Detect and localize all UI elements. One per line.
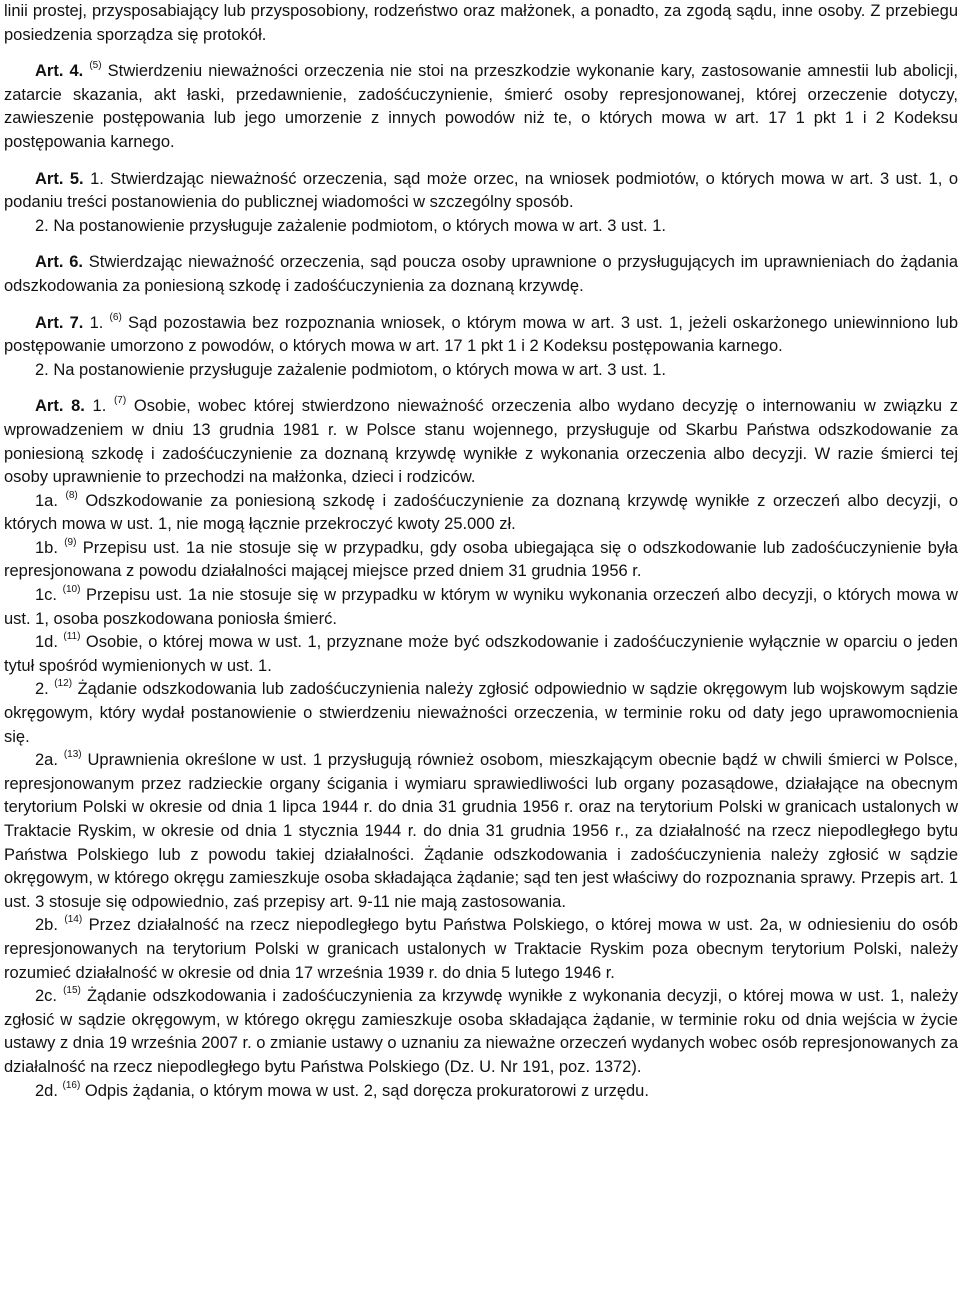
art-8-ust-2c [4,985,958,1079]
paragraph-number: 2d. [35,1081,58,1100]
footnote-ref: (8) [65,489,78,501]
art-7-ust-2 [4,359,958,383]
footnote-ref: (12) [54,678,73,690]
art-8-ust-1b [4,537,958,584]
paragraph-text: Osobie, wobec której stwierdzono nieważność orzeczenia albo wydano decyzję o internowaniu w związku z wprowadzeniem w dniu 13 grudnia 1981 r. w Polsce stanu wojennego, przysługuje od Skarbu Państwa odszkodowanie za poniesioną szkodę i zadośćuczynienie za doznaną krzywdę wynikłe z wykonania orzeczenia albo decyzji. W razie śmierci tej osoby uprawnienie to przechodzi na małżonka, dzieci i rodziców. [4,397,959,487]
footnote-ref: (5) [89,60,102,72]
paragraph-number: 1c. [35,586,58,605]
paragraph-text: Sąd pozostawia bez rozpoznania wniosek, o którym mowa w art. 3 ust. 1, jeżeli oskarżonego uniewinniono lub postępowanie umorzono z powodów, o których mowa w art. 17 1 pkt 1 i 2 Kodeksu postępowania karnego. [4,313,959,356]
paragraph-text: Żądanie odszkodowania lub zadośćuczynienia należy zgłosić odpowiednio w sądzie okręgowym lub wojskowym sądzie okręgowym, który wydał postanowienie o stwierdzeniu nieważności orzeczenia, w terminie roku od daty jego uprawomocnienia się. [4,680,958,746]
art-8-ust-2d [4,1080,958,1104]
paragraph-text: Stwierdzeniu nieważności orzeczenia nie stoi na przeszkodzie wykonanie kary, zastosowanie amnestii lub abolicji, zatarcie skazania, akt łaski, przedawnienie, zadośćuczynienie, śmierć osoby represjonowanej, której orzeczenie dotyczy, zawieszenie postępowania lub jego umorzenie z innych powodów niż te, o których mowa w art. 17 1 pkt 1 i 2 Kodeksu postępowania karnego. [4,62,958,151]
paragraph-number: 2a. [35,751,58,770]
paragraph-text: linii prostej, przysposabiający lub przysposobiony, rodzeństwo oraz małżonek, a ponadto, za zgodą sądu, inne osoby. Z przebiegu posiedzenia sporządza się protokół. [4,2,958,44]
article-label: Art. 6. [35,253,83,272]
art-5-ust-1 [4,168,958,215]
footnote-ref: (10) [62,584,81,596]
paragraph-text: Uprawnienia określone w ust. 1 przysługują również osobom, mieszkającym obecnie bądź w chwili śmierci w Polsce, represjonowanym przez radzieckie organy ścigania i wymiaru sprawiedliwości lub organy pozasądowe, działające na obecnym terytorium Polski w okresie od dnia 1 lipca 1944 r. do dnia 31 grudnia 1956 r. oraz na terytorium Polski w granicach ustalonych w Traktacie Ryskim, w okresie od dnia 1 stycznia 1944 r. do dnia 31 grudnia 1956 r., za działalność na rzecz niepodległego bytu Państwa Polskiego lub z powodu takiej działalności. Żądanie odszkodowania i zadośćuczynienia należy zgłosić w sądzie okręgowym, w którego okręgu zamieszkuje osoba składająca żądanie; sąd ten jest właściwy do rozpoznania sprawy. Przepis art. 1 ust. 3 stosuje się odpowiednio, zaś przepisy art. 9-11 nie mają zastosowania. [4,751,958,911]
art-4 [4,60,958,154]
art-8-ust-2 [4,678,958,749]
footnote-ref: (13) [63,749,82,761]
paragraph-number: 1b. [35,538,58,557]
paragraph-text: 2. Na postanowienie przysługuje zażalenie podmiotom, o których mowa w art. 3 ust. 1. [35,216,666,235]
footnote-ref: (16) [62,1079,81,1091]
paragraph-text: Odpis żądania, o którym mowa w ust. 2, sąd doręcza prokuratorowi z urzędu. [84,1081,649,1100]
art-6 [4,251,958,298]
footnote-ref: (14) [64,914,83,926]
paragraph-number: 2. [35,680,49,699]
art-5-ust-2 [4,215,958,239]
paragraph-text: Odszkodowanie za poniesioną szkodę i zadośćuczynienie za doznaną krzywdę wynikłe z orzeczeń albo decyzji, o których mowa w ust. 1, nie mogą łącznie przekroczyć kwoty 25.000 zł. [4,491,958,534]
paragraph-text: Przepisu ust. 1a nie stosuje się w przypadku, gdy osoba ubiegająca się o odszkodowanie lub zadośćuczynienie była represjonowana z powodu działalności mającej miejsce przed dniem 31 grudnia 1956 r. [4,538,958,581]
art-8-ust-1 [4,395,958,489]
footnote-ref: (6) [109,311,122,323]
paragraph-text: Przepisu ust. 1a nie stosuje się w przypadku w którym w wyniku wykonania orzeczeń albo decyzji, o których mowa w ust. 1, osoba poszkodowana poniosła śmierć. [4,586,958,628]
paragraph-number: 1a. [35,491,58,510]
paragraph-number: 1. [92,397,107,416]
article-label: Art. 8. [35,397,85,416]
paragraph-text: 1. Stwierdzając nieważność orzeczenia, sąd może orzec, na wniosek podmiotów, o których mowa w art. 3 ust. 1, o podaniu treści postanowienia do publicznej wiadomości w szczególny sposób. [4,169,959,212]
paragraph-text: Żądanie odszkodowania i zadośćuczynienia za krzywdę wynikłe z wykonania decyzji, o której mowa w ust. 1, należy zgłosić w sądzie okręgowym, w którego okręgu zamieszkuje osoba składająca żądanie, w terminie roku od dnia wejścia w życie ustawy z dnia 19 września 2007 r. o zmianie ustawy o uznaniu za nieważne orzeczeń wydanych wobec osób represjonowanych za działalność na rzecz niepodległego bytu Państwa Polskiego (Dz. U. Nr 191, poz. 1372). [4,987,958,1076]
art-7-ust-1 [4,312,958,359]
paragraph-number: 2c. [35,987,58,1006]
art-8-ust-1c [4,584,958,631]
article-label: Art. 7. [35,313,84,332]
article-label: Art. 5. [35,169,84,188]
article-label: Art. 4. [35,62,84,81]
footnote-ref: (7) [113,395,127,407]
art-8-ust-1a [4,490,958,537]
art-8-ust-2b [4,914,958,985]
footnote-ref: (15) [63,985,81,997]
paragraph-text: Stwierdzając nieważność orzeczenia, sąd poucza osoby uprawnione o przysługujących im uprawnieniach do żądania odszkodowania za poniesioną szkodę i zadośćuczynienia za doznaną krzywdę. [4,253,958,295]
art-8-ust-2a [4,749,958,914]
paragraph-number: 2b. [35,916,58,935]
art-8-ust-1d [4,631,958,678]
footnote-ref: (11) [63,631,81,643]
paragraph-number: 1. [89,313,104,332]
paragraph-number: 1d. [35,633,58,652]
footnote-ref: (9) [64,536,77,548]
paragraph-text: Osobie, o której mowa w ust. 1, przyznane może być odszkodowanie i zadośćuczynienie wyłącznie w oparciu o jeden tytuł spośród wymienionych w ust. 1. [4,633,958,675]
paragraph-text: 2. Na postanowienie przysługuje zażalenie podmiotom, o których mowa w art. 3 ust. 1. [35,360,666,379]
paragraph-text: Przez działalność na rzecz niepodległego bytu Państwa Polskiego, o której mowa w ust. 2a, w odniesieniu do osób represjonowanych na terytorium Polski w granicach ustalonych w Traktacie Ryskim poza obecnym terytorium Polski, należy rozumieć działalność w okresie od dnia 17 września 1939 r. do dnia 5 lutego 1946 r. [4,916,958,982]
paragraph-continuation [4,0,958,47]
